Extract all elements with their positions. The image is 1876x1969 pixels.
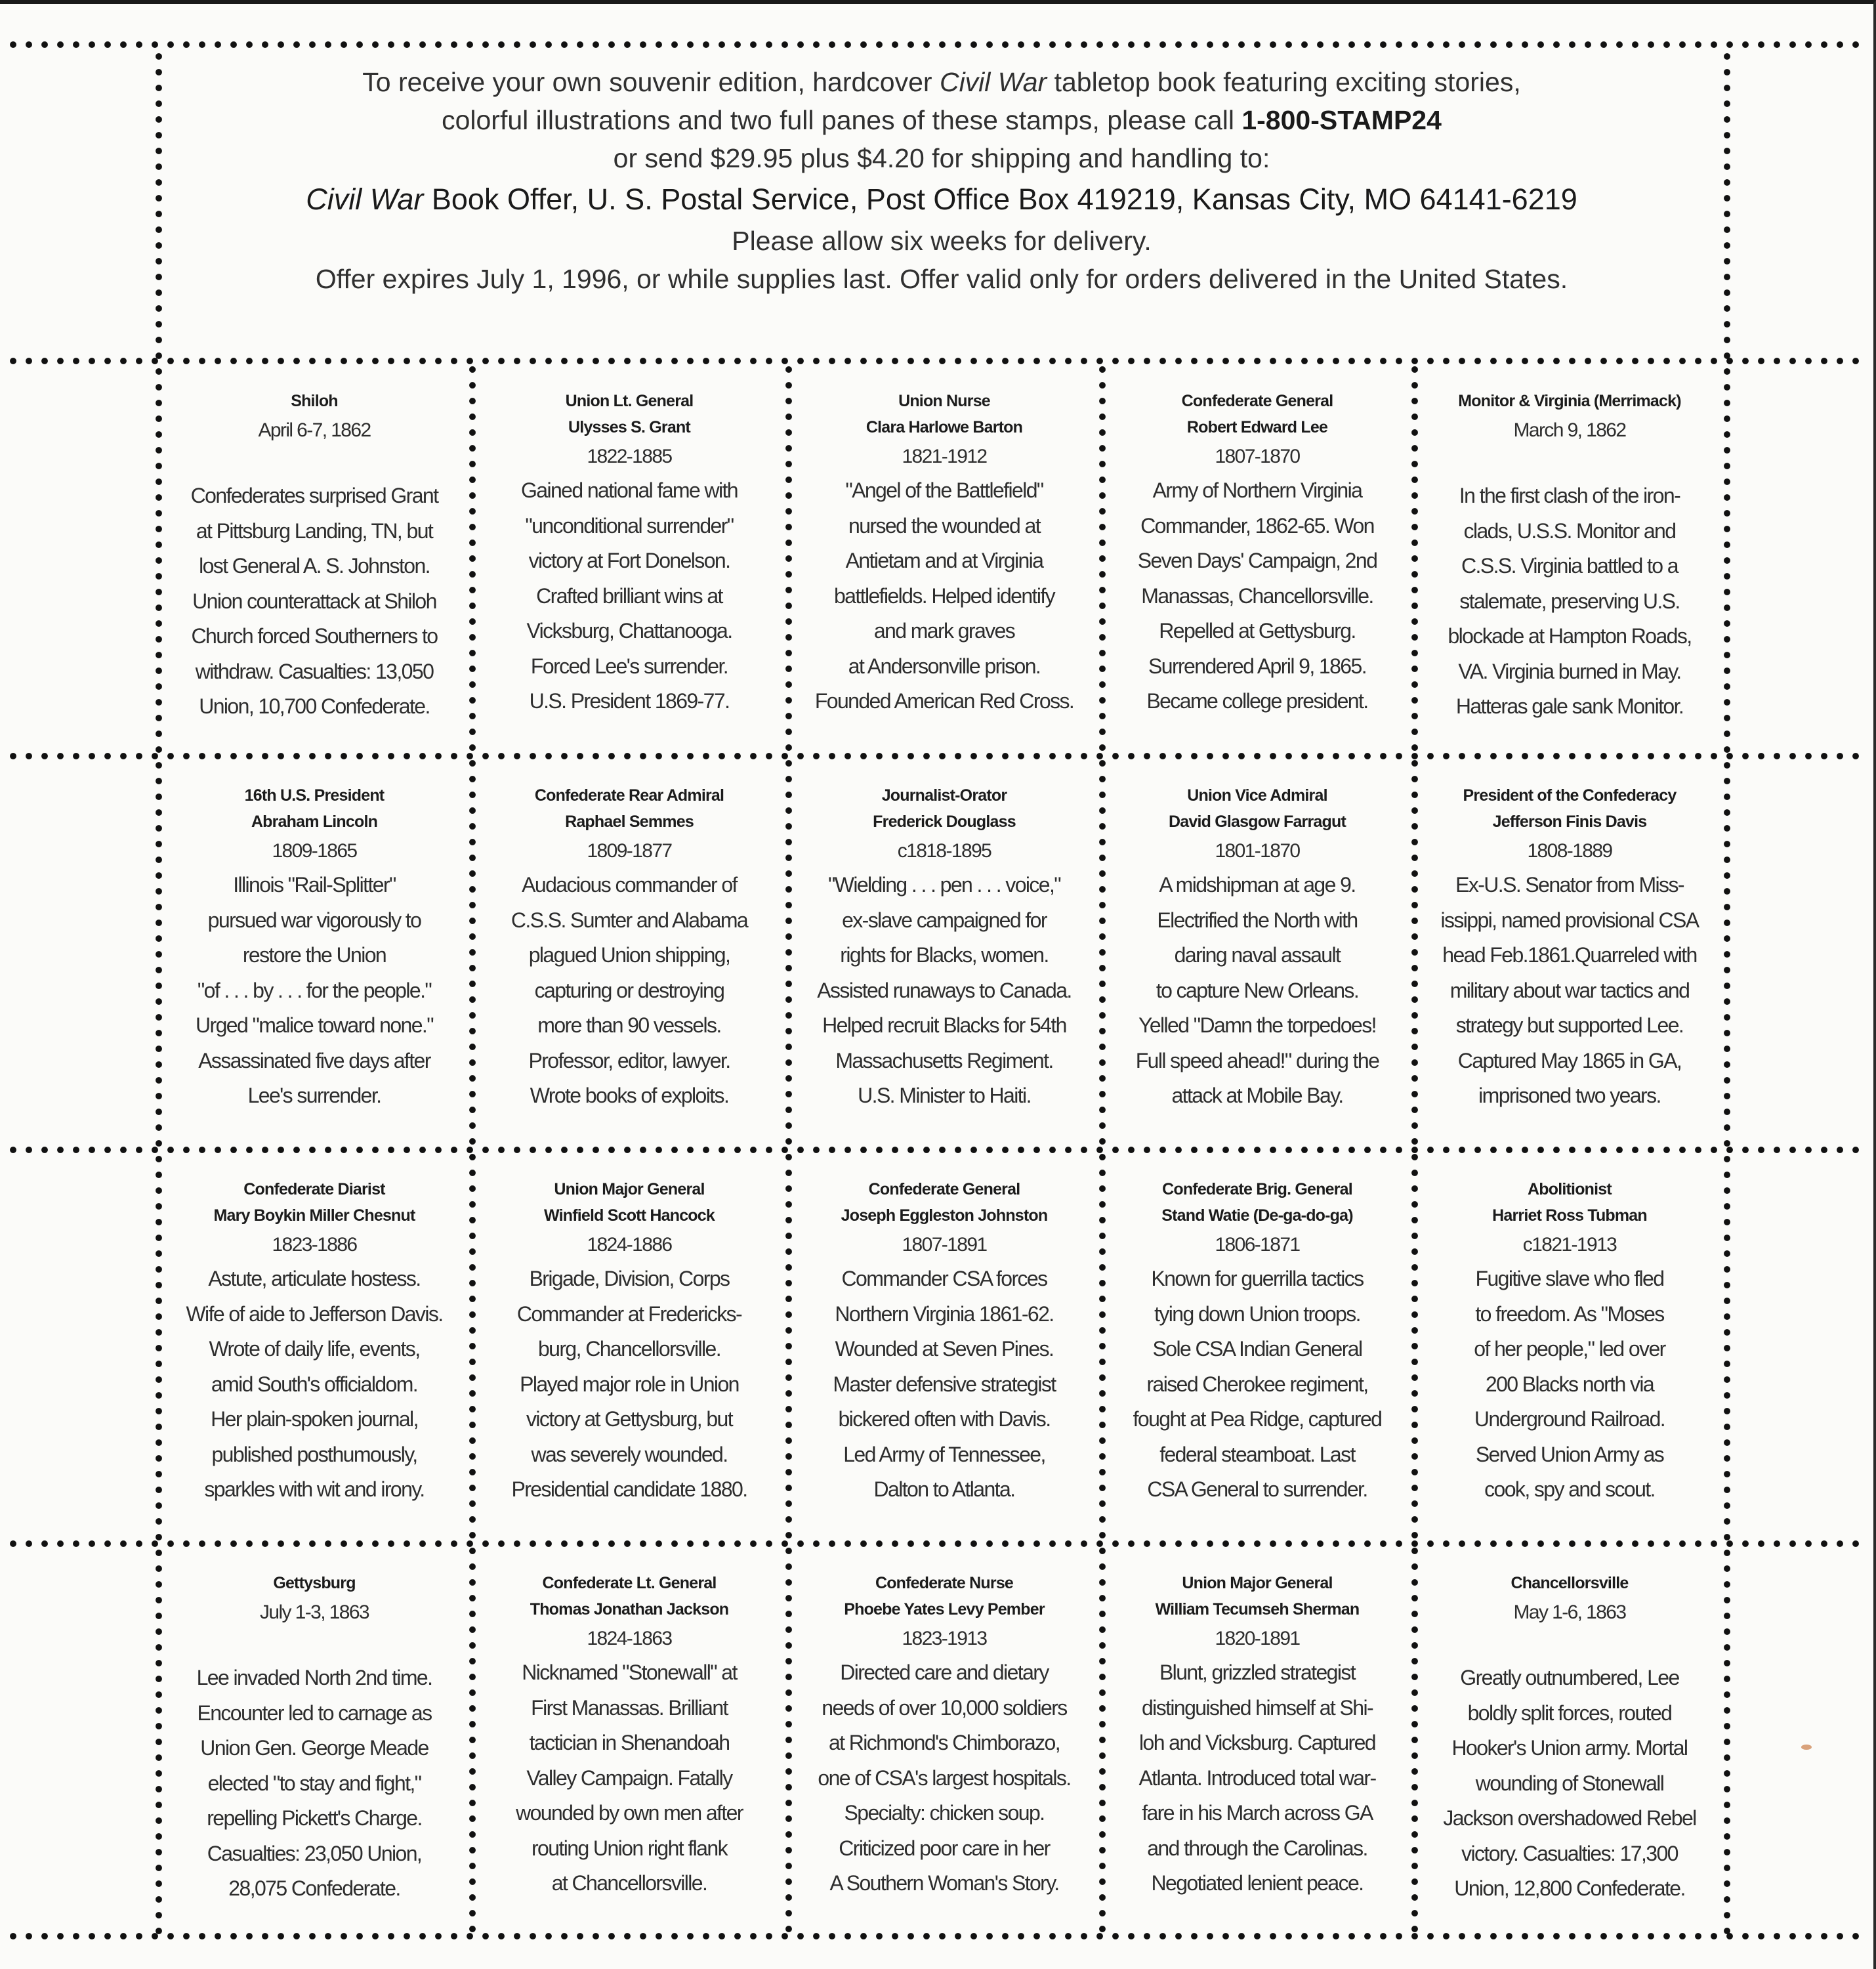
stamp-subject-name: Raphael Semmes xyxy=(565,813,694,831)
stamp-description-line: Full speed ahead!" during the xyxy=(1135,1048,1379,1072)
stamp-description-line: nursed the wounded at xyxy=(848,513,1040,538)
stamp-description xyxy=(160,1661,469,1907)
stamp-date: April 6-7, 1862 xyxy=(258,419,371,441)
stamp-description-line: sparkles with wit and irony. xyxy=(204,1477,425,1501)
stamp-description-line: Commander CSA forces xyxy=(841,1267,1047,1290)
stamp-title: Union Major General xyxy=(554,1180,705,1198)
stamp-2-1 xyxy=(160,782,469,1114)
stamp-description-line: one of CSA's largest hospitals. xyxy=(818,1766,1071,1790)
stamp-title: Shiloh xyxy=(291,392,338,410)
stamp-description-line: Union, 12,800 Confederate. xyxy=(1454,1876,1685,1900)
stamp-description-line: Wrote of daily life, events, xyxy=(209,1337,420,1361)
stamp-description-line: loh and Vicksburg. Captured xyxy=(1138,1731,1376,1754)
stamp-description-line: Commander, 1862-65. Won xyxy=(1140,513,1374,538)
stamp-subject-name: William Tecumseh Sherman xyxy=(1155,1600,1360,1619)
stamp-title: Chancellorsville xyxy=(1511,1574,1629,1592)
stamp-description xyxy=(1104,1655,1411,1901)
stamp-description-line: Blunt, grizzled strategist xyxy=(1159,1661,1356,1684)
stamp-description-line: Became college president. xyxy=(1146,689,1368,713)
stamp-subject-name: Stand Watie (De-ga-do-ga) xyxy=(1161,1206,1353,1225)
stamp-description-line: capturing or destroying xyxy=(534,978,724,1002)
stamp-description-line: Union, 10,700 Confederate. xyxy=(199,694,430,718)
stamp-description-line: Directed care and dietary xyxy=(840,1661,1049,1684)
offer-line-1: To receive your own souvenir edition, hardcover Civil War tabletop book featuring exciting stories, xyxy=(362,67,1521,97)
stamp-description-line: Lee's surrender. xyxy=(247,1084,381,1107)
stamp-description-line: Vicksburg, Chattanooga. xyxy=(526,619,732,643)
stamp-description-line: Negotiated lenient peace. xyxy=(1151,1871,1364,1895)
stamp-title: 16th U.S. President xyxy=(244,786,385,805)
stamp-description-line: Massachusetts Regiment. xyxy=(835,1048,1053,1072)
stamp-date: 1809-1865 xyxy=(272,840,357,862)
stamp-subject-name: Clara Harlowe Barton xyxy=(865,418,1023,436)
stamp-description-line: Presidential candidate 1880. xyxy=(511,1477,747,1501)
stamp-description-line: strategy but supported Lee. xyxy=(1455,1013,1684,1037)
stamp-date: 1808-1889 xyxy=(1527,840,1612,862)
offer-line-2: colorful illustrations and two full panes of these stamps, please call 1-800-STAMP24 xyxy=(442,105,1442,135)
stamp-description-line: In the first clash of the iron- xyxy=(1459,484,1680,507)
stamp-description-line: Church forced Southerners to xyxy=(191,624,438,648)
stamp-description-line: distinguished himself at Shi- xyxy=(1141,1695,1373,1720)
stamp-subject-name: Jefferson Finis Davis xyxy=(1492,813,1647,831)
stamp-2-4 xyxy=(1104,782,1411,1114)
stamp-date: 1822-1885 xyxy=(587,446,672,467)
stamp-description-line: Led Army of Tennessee, xyxy=(843,1442,1045,1466)
perforation-row-1 xyxy=(5,357,1868,365)
stamp-description-line: Northern Virginia 1861-62. xyxy=(835,1302,1054,1326)
stamp-description-line: Surrendered April 9, 1865. xyxy=(1148,654,1366,678)
stamp-description-line: Dalton to Atlanta. xyxy=(873,1477,1015,1501)
stamp-title: Abolitionist xyxy=(1528,1180,1612,1198)
stamp-title: Union Nurse xyxy=(898,392,990,410)
stamp-description-line: A Southern Woman's Story. xyxy=(829,1871,1059,1895)
stamp-title: Union Vice Admiral xyxy=(1187,786,1327,805)
stamp-description xyxy=(474,1655,785,1901)
stamp-subject-name: Frederick Douglass xyxy=(873,813,1016,831)
stamp-description-line: burg, Chancellorsville. xyxy=(537,1337,720,1361)
perforation-right-margin xyxy=(1723,49,1731,1937)
stamp-description-line: pursued war vigorously to xyxy=(207,908,421,932)
stamp-1-3 xyxy=(790,388,1098,719)
stamp-description-line: bickered often with Davis. xyxy=(838,1407,1051,1431)
stamp-description xyxy=(1104,868,1411,1114)
stamp-description-line: Wrote books of exploits. xyxy=(530,1084,729,1107)
stamp-subject-name: Winfield Scott Hancock xyxy=(544,1206,715,1225)
stamp-description-line: Army of Northern Virginia xyxy=(1152,478,1362,502)
stamp-date: March 9, 1862 xyxy=(1513,419,1626,441)
stamp-3-3 xyxy=(790,1176,1098,1508)
stamp-description xyxy=(790,473,1098,719)
stamp-subject-name: Thomas Jonathan Jackson xyxy=(530,1600,729,1619)
stamp-description-line: A midshipman at age 9. xyxy=(1159,873,1356,897)
stamp-description-line: victory at Gettysburg, but xyxy=(526,1407,733,1431)
perforation-row-4 xyxy=(5,1540,1868,1548)
stamp-description xyxy=(1104,473,1411,719)
stamp-description-line: Antietam and at Virginia xyxy=(845,549,1043,572)
stamp-description-line: military about war tactics and xyxy=(1449,978,1690,1002)
stamp-title: Confederate Rear Admiral xyxy=(534,786,724,805)
book-offer-text xyxy=(164,63,1719,326)
stamp-description-line: "Wielding . . . pen . . . voice," xyxy=(827,873,1061,897)
stamp-title: Journalist-Orator xyxy=(881,786,1007,805)
perforation-top xyxy=(5,41,1868,49)
stamp-description xyxy=(160,1261,469,1508)
stamp-4-3 xyxy=(790,1570,1098,1901)
stamp-description-line: Atlanta. Introduced total war- xyxy=(1138,1766,1376,1790)
stamp-4-1 xyxy=(160,1570,469,1907)
stamp-3-4 xyxy=(1104,1176,1411,1508)
stamp-description-line: Seven Days' Campaign, 2nd xyxy=(1137,549,1377,572)
stamp-description-line: plagued Union shipping, xyxy=(528,943,730,967)
stamp-description-line: "Angel of the Battlefield" xyxy=(845,478,1043,502)
stamp-description-line: cook, spy and scout. xyxy=(1484,1477,1655,1501)
perforation-bottom xyxy=(5,1932,1868,1940)
stamp-date: 1823-1886 xyxy=(272,1234,357,1256)
stamp-description-line: Valley Campaign. Fatally xyxy=(526,1766,732,1790)
stamp-description-line: was severely wounded. xyxy=(531,1442,728,1466)
stamp-4-2 xyxy=(474,1570,785,1901)
stamp-description-line: Manassas, Chancellorsville. xyxy=(1141,583,1373,608)
stamp-description-line: Specialty: chicken soup. xyxy=(844,1801,1045,1825)
stamp-subject-name: Joseph Eggleston Johnston xyxy=(841,1206,1048,1225)
stamp-description-line: Assisted runaways to Canada. xyxy=(817,978,1072,1002)
stamp-date: 1823-1913 xyxy=(902,1628,987,1649)
stamp-description-line: Helped recruit Blacks for 54th xyxy=(822,1013,1066,1037)
stamp-description-line: Commander at Fredericks- xyxy=(516,1302,742,1326)
stamp-description-line: at Andersonville prison. xyxy=(848,654,1041,678)
stamp-1-1 xyxy=(160,388,469,725)
stamp-description xyxy=(160,868,469,1114)
stamp-title: Union Major General xyxy=(1182,1574,1333,1592)
stamp-description-line: published posthumously, xyxy=(211,1442,417,1466)
stamp-description-line: fare in his March across GA xyxy=(1142,1801,1373,1825)
stamp-description xyxy=(1104,1261,1411,1508)
stamp-title: President of the Confederacy xyxy=(1463,786,1677,805)
stamp-description-line: withdraw. Casualties: 13,050 xyxy=(195,659,434,683)
stamp-description-line: Forced Lee's surrender. xyxy=(530,654,728,678)
offer-delivery-note: Please allow six weeks for delivery. xyxy=(732,226,1152,256)
stamp-description-line: elected "to stay and fight," xyxy=(207,1771,421,1795)
stamp-3-2 xyxy=(474,1176,785,1508)
stamp-description-line: of her people," led over xyxy=(1474,1337,1665,1361)
offer-line-3: or send $29.95 plus $4.20 for shipping and handling to: xyxy=(613,143,1270,173)
order-phone-number: 1-800-STAMP24 xyxy=(1241,105,1442,135)
stamp-description-line: Electrified the North with xyxy=(1157,908,1358,932)
stamp-date: 1821-1912 xyxy=(902,446,987,467)
stamp-description-line: at Richmond's Chimborazo, xyxy=(828,1731,1060,1754)
stamp-description-line: restore the Union xyxy=(242,943,386,967)
stamp-title: Confederate General xyxy=(868,1180,1020,1198)
stamp-description-line: 28,075 Confederate. xyxy=(228,1876,400,1900)
stamp-subject-name: Harriet Ross Tubman xyxy=(1492,1206,1647,1225)
stamp-date: 1809-1877 xyxy=(587,840,672,862)
stamp-date: May 1-6, 1863 xyxy=(1513,1601,1626,1623)
stamp-description-line: stalemate, preserving U.S. xyxy=(1459,589,1680,613)
stamp-description xyxy=(1416,1661,1723,1907)
offer-address: Civil War Book Offer, U. S. Postal Service, Post Office Box 419219, Kansas City, MO 64141-6219 xyxy=(306,182,1577,216)
stamp-description-line: U.S. Minister to Haiti. xyxy=(858,1084,1031,1107)
stamp-subject-name: Ulysses S. Grant xyxy=(568,418,690,436)
stamp-date: 1820-1891 xyxy=(1215,1628,1300,1649)
stamp-description-line: Union counterattack at Shiloh xyxy=(192,589,436,613)
stamp-description-line: Jackson overshadowed Rebel xyxy=(1443,1806,1696,1830)
stamp-description-line: raised Cherokee regiment, xyxy=(1146,1372,1368,1396)
stamp-description xyxy=(474,868,785,1114)
stamp-description-line: head Feb.1861.Quarreled with xyxy=(1442,943,1697,967)
stamp-description-line: Hatteras gale sank Monitor. xyxy=(1455,694,1684,718)
stamp-date: 1801-1870 xyxy=(1215,840,1300,862)
stamp-description-line: Encounter led to carnage as xyxy=(197,1701,432,1725)
stamp-description xyxy=(160,478,469,725)
stamp-2-3 xyxy=(790,782,1098,1114)
stamp-description-line: Crafted brilliant wins at xyxy=(536,583,722,608)
stamp-description-line: battlefields. Helped identify xyxy=(833,583,1055,608)
stamp-description-line: Astute, articulate hostess. xyxy=(208,1267,421,1290)
stamp-description-line: Her plain-spoken journal, xyxy=(211,1407,418,1431)
stamp-description-line: repelling Pickett's Charge. xyxy=(207,1806,422,1830)
stamp-title: Confederate General xyxy=(1181,392,1333,410)
stamp-description-line: Founded American Red Cross. xyxy=(814,689,1074,713)
stamp-description-line: wounding of Stonewall xyxy=(1475,1771,1664,1795)
stamp-description-line: imprisoned two years. xyxy=(1478,1084,1661,1107)
stamp-description-line: Known for guerrilla tactics xyxy=(1151,1267,1364,1290)
stamp-description-line: Served Union Army as xyxy=(1475,1442,1664,1466)
stamp-description-line: Brigade, Division, Corps xyxy=(529,1267,730,1290)
stamp-description-line: wounded by own men after xyxy=(516,1801,743,1825)
stamp-1-4 xyxy=(1104,388,1411,719)
stamp-date: c1821-1913 xyxy=(1522,1234,1617,1256)
stamp-title: Monitor & Virginia (Merrimack) xyxy=(1458,392,1681,410)
stamp-description-line: Urged "malice toward none." xyxy=(196,1013,433,1037)
stamp-date: 1807-1891 xyxy=(902,1234,987,1256)
stamp-description-line: victory. Casualties: 17,300 xyxy=(1461,1841,1678,1865)
paper-speck xyxy=(1801,1745,1812,1750)
stamp-description-line: Audacious commander of xyxy=(522,873,737,897)
stamp-title: Union Lt. General xyxy=(565,392,694,410)
stamp-title: Confederate Diarist xyxy=(243,1180,385,1198)
stamp-description-line: and through the Carolinas. xyxy=(1147,1836,1367,1860)
stamp-description-line: U.S. President 1869-77. xyxy=(529,689,730,713)
stamp-description-line: federal steamboat. Last xyxy=(1159,1442,1355,1466)
stamp-description-line: "of . . . by . . . for the people." xyxy=(197,978,432,1002)
stamp-description-line: needs of over 10,000 soldiers xyxy=(822,1695,1067,1720)
stamp-description-line: Union Gen. George Meade xyxy=(200,1736,428,1760)
stamp-1-5 xyxy=(1416,388,1723,725)
stamp-title: Confederate Brig. General xyxy=(1162,1180,1352,1198)
stamp-description xyxy=(474,473,785,719)
stamp-description-line: daring naval assault xyxy=(1174,943,1341,967)
stamp-description-line: VA. Virginia burned in May. xyxy=(1458,659,1681,683)
offer-expiry-note: Offer expires July 1, 1996, or while supplies last. Offer valid only for orders delivered in the United States. xyxy=(315,264,1568,294)
perforation-row-2 xyxy=(5,752,1868,760)
stamp-description-line: Yelled "Damn the torpedoes! xyxy=(1138,1013,1376,1037)
stamp-2-5 xyxy=(1416,782,1723,1114)
stamp-description-line: Lee invaded North 2nd time. xyxy=(196,1666,432,1689)
stamp-description-line: attack at Mobile Bay. xyxy=(1171,1084,1343,1107)
stamp-title: Confederate Nurse xyxy=(875,1574,1014,1592)
stamp-description-line: rights for Blacks, women. xyxy=(840,943,1049,967)
stamp-description-line: boldly split forces, routed xyxy=(1467,1701,1672,1725)
stamp-description-line: Confederates surprised Grant xyxy=(190,484,438,507)
stamp-4-5 xyxy=(1416,1570,1723,1907)
stamp-description-line: Ex-U.S. Senator from Miss- xyxy=(1455,873,1684,897)
stamp-subject-name: Robert Edward Lee xyxy=(1186,418,1328,436)
stamp-description-line: "unconditional surrender" xyxy=(525,513,734,538)
stamp-3-1 xyxy=(160,1176,469,1508)
stamp-description-line: 200 Blacks north via xyxy=(1485,1372,1654,1396)
stamp-date: 1806-1871 xyxy=(1215,1234,1300,1256)
stamp-description-line: to capture New Orleans. xyxy=(1156,978,1359,1002)
stamp-date: 1824-1863 xyxy=(587,1628,672,1649)
stamp-description xyxy=(790,868,1098,1114)
stamp-description-line: blockade at Hampton Roads, xyxy=(1448,624,1692,648)
stamp-description-line: lost General A. S. Johnston. xyxy=(199,554,430,578)
stamp-description-line: to freedom. As "Moses xyxy=(1475,1302,1664,1326)
stamp-subject-name: David Glasgow Farragut xyxy=(1169,813,1346,831)
stamp-description-line: amid South's officialdom. xyxy=(211,1372,418,1396)
stamp-subject-name: Abraham Lincoln xyxy=(251,813,378,831)
stamp-date: July 1-3, 1863 xyxy=(259,1601,369,1623)
stamp-description-line: and mark graves xyxy=(873,619,1015,643)
stamp-description-line: Sole CSA Indian General xyxy=(1152,1337,1362,1361)
stamp-description-line: Nicknamed "Stonewall" at xyxy=(522,1661,737,1684)
stamp-4-4 xyxy=(1104,1570,1411,1901)
stamp-date: 1807-1870 xyxy=(1215,446,1300,467)
stamp-description xyxy=(1416,868,1723,1114)
stamp-description-line: C.S.S. Sumter and Alabama xyxy=(511,908,748,932)
stamp-description-line: Assassinated five days after xyxy=(198,1048,430,1072)
stamp-description-line: at Pittsburg Landing, TN, but xyxy=(196,519,433,543)
stamp-description-line: tactician in Shenandoah xyxy=(529,1731,730,1754)
stamp-description-line: Master defensive strategist xyxy=(833,1372,1056,1396)
stamp-description-line: Illinois "Rail-Splitter" xyxy=(233,873,396,897)
stamp-description-line: victory at Fort Donelson. xyxy=(528,549,730,572)
stamp-subject-name: Mary Boykin Miller Chesnut xyxy=(213,1206,415,1225)
stamp-description xyxy=(1416,1261,1723,1508)
stamp-description-line: Repelled at Gettysburg. xyxy=(1159,619,1356,643)
stamp-description xyxy=(790,1655,1098,1901)
stamp-description-line: Played major role in Union xyxy=(520,1372,739,1396)
stamp-description xyxy=(1416,478,1723,725)
stamp-2-2 xyxy=(474,782,785,1114)
stamp-description-line: issippi, named provisional CSA xyxy=(1440,908,1699,932)
stamp-description-line: Underground Railroad. xyxy=(1474,1407,1665,1431)
stamp-description-line: Wife of aide to Jefferson Davis. xyxy=(186,1302,443,1326)
stamp-description-line: Criticized poor care in her xyxy=(839,1836,1050,1860)
stamp-description-line: ex-slave campaigned for xyxy=(842,908,1047,932)
stamp-description-line: CSA General to surrender. xyxy=(1147,1477,1367,1501)
stamp-description-line: C.S.S. Virginia battled to a xyxy=(1461,554,1678,578)
stamp-description-line: Hooker's Union army. Mortal xyxy=(1451,1736,1688,1760)
stamp-1-2 xyxy=(474,388,785,719)
stamp-description-line: First Manassas. Brilliant xyxy=(531,1695,728,1720)
stamp-description-line: fought at Pea Ridge, captured xyxy=(1133,1407,1382,1431)
stamp-date: c1818-1895 xyxy=(897,840,991,862)
stamp-title: Confederate Lt. General xyxy=(542,1574,717,1592)
stamp-date: 1824-1886 xyxy=(587,1234,672,1256)
stamp-description-line: Professor, editor, lawyer. xyxy=(528,1048,730,1072)
stamp-title: Gettysburg xyxy=(273,1574,356,1592)
stamp-3-5 xyxy=(1416,1176,1723,1508)
stamp-description-line: Wounded at Seven Pines. xyxy=(835,1337,1054,1361)
stamp-description-line: Casualties: 23,050 Union, xyxy=(207,1841,422,1865)
stamp-subject-name: Phoebe Yates Levy Pember xyxy=(844,1600,1045,1619)
stamp-description-line: tying down Union troops. xyxy=(1154,1302,1360,1326)
stamp-description-line: Greatly outnumbered, Lee xyxy=(1460,1666,1679,1689)
stamp-description-line: clads, U.S.S. Monitor and xyxy=(1463,519,1676,543)
stamp-description-line: Fugitive slave who fled xyxy=(1475,1267,1664,1290)
stamp-description-line: Gained national fame with xyxy=(520,478,738,502)
stamp-description-line: at Chancellorsville. xyxy=(551,1871,707,1895)
stamp-description-line: routing Union right flank xyxy=(532,1836,727,1860)
stamp-description-line: more than 90 vessels. xyxy=(537,1013,721,1037)
stamp-description xyxy=(474,1261,785,1508)
stamp-description xyxy=(790,1261,1098,1508)
perforation-row-3 xyxy=(5,1146,1868,1154)
stamp-description-line: Captured May 1865 in GA, xyxy=(1457,1048,1682,1072)
